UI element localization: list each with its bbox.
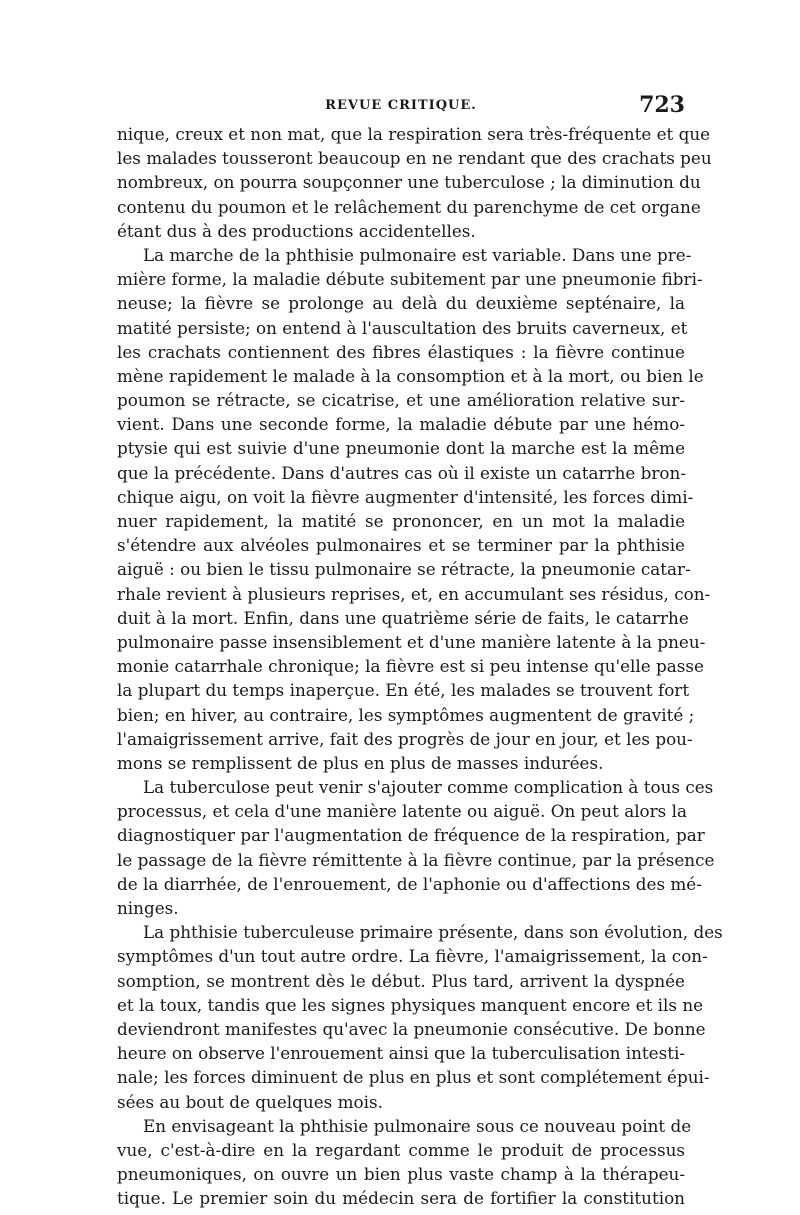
text-line: chique aigu, on voit la fièvre augmenter d'intensité, les forces dimi-	[117, 486, 694, 507]
text-line: mène rapidement le malade à la consomption et à la mort, ou bien le	[117, 365, 704, 386]
text-line: La phthisie tuberculeuse primaire présente, dans son évolution, des	[143, 922, 723, 943]
text-line: mière forme, la maladie débute subitement par une pneumonie fibri-	[117, 269, 703, 290]
text-line: bien; en hiver, au contraire, les symptômes augmentent de gravité ;	[117, 704, 695, 725]
text-line: La tuberculose peut venir s'ajouter comme complication à tous ces	[143, 777, 714, 798]
text-line: nique, creux et non mat, que la respiration sera très-fréquente et que	[117, 124, 711, 144]
text-line: poumon se rétracte, se cicatrise, et une amélioration relative sur-	[117, 390, 685, 411]
text-line: les crachats contiennent des fibres élastiques : la fièvre continue	[117, 341, 685, 362]
text-line: duit à la mort. Enfin, dans une quatrième série de faits, le catarrhe	[117, 607, 689, 628]
text-line: sées au bout de quelques mois.	[117, 1091, 383, 1112]
text-line: le passage de la fièvre rémittente à la fièvre continue, par la présence	[117, 849, 715, 870]
text-line: contenu du poumon et le relâchement du parenchyme de cet organe	[117, 196, 701, 217]
text-line: nale; les forces diminuent de plus en plus et sont complétement épui-	[117, 1067, 710, 1088]
book-page	[117, 92, 723, 1210]
text-line: pulmonaire passe insensiblement et d'une manière latente à la pneu-	[117, 631, 706, 652]
text-line: diagnostiquer par l'augmentation de fréquence de la respiration, par	[117, 825, 705, 846]
running-head	[117, 92, 685, 122]
text-line: La marche de la phthisie pulmonaire est variable. Dans une pre-	[143, 244, 692, 265]
text-line: mons se remplissent de plus en plus de masses indurées.	[117, 752, 604, 773]
text-line: l'amaigrissement arrive, fait des progrès de jour en jour, et les pou-	[117, 728, 693, 749]
text-line: aiguë : ou bien le tissu pulmonaire se rétracte, la pneumonie catar-	[117, 559, 691, 580]
text-line: monie catarrhale chronique; la fièvre est si peu intense qu'elle passe	[117, 656, 704, 677]
text-line: nuer rapidement, la matité se prononcer, en un mot la maladie	[117, 511, 685, 531]
text-line: ninges.	[117, 898, 179, 918]
text-line: la plupart du temps inaperçue. En été, les malades se trouvent fort	[117, 680, 690, 701]
text-line: vue, c'est-à-dire en la regardant comme le produit de processus	[117, 1139, 685, 1160]
text-line: nombreux, on pourra soupçonner une tuberculose ; la diminution du	[117, 172, 701, 193]
text-line: les malades tousseront beaucoup en ne rendant que des crachats peu	[117, 148, 712, 169]
text-line: et la toux, tandis que les signes physiques manquent encore et ils ne	[117, 994, 704, 1015]
text-line: s'étendre aux alvéoles pulmonaires et se terminer par la phthisie	[117, 535, 685, 556]
text-line: matité persiste; on entend à l'auscultation des bruits caverneux, et	[117, 317, 688, 338]
text-line: ptysie qui est suivie d'une pneumonie dont la marche est la même	[117, 438, 685, 459]
running-title: REVUE CRITIQUE.	[325, 98, 477, 113]
text-line: étant dus à des productions accidentelles.	[117, 220, 476, 241]
text-line: neuse; la fièvre se prolonge au delà du deuxième septénaire, la	[117, 293, 685, 314]
text-line: somption, se montrent dès le début. Plus tard, arrivent la dyspnée	[117, 970, 685, 991]
text-line: symptômes d'un tout autre ordre. La fièvre, l'amaigrissement, la con-	[117, 946, 708, 967]
text-line: de la diarrhée, de l'enrouement, de l'aphonie ou d'affections des mé-	[117, 873, 702, 894]
text-line: pneumoniques, on ouvre un bien plus vaste champ à la thérapeu-	[117, 1164, 685, 1185]
text-line: processus, et cela d'une manière latente ou aiguë. On peut alors la	[117, 801, 688, 822]
text-line: tique. Le premier soin du médecin sera de fortifier la constitution	[117, 1188, 685, 1209]
body-text	[117, 122, 723, 1210]
page-number: 723	[639, 92, 685, 118]
text-line: vient. Dans une seconde forme, la maladie débute par une hémo-	[117, 414, 685, 435]
text-line: En envisageant la phthisie pulmonaire sous ce nouveau point de	[143, 1115, 692, 1136]
text-line: deviendront manifestes qu'avec la pneumonie consécutive. De bonne	[117, 1018, 706, 1039]
text-line: que la précédente. Dans d'autres cas où il existe un catarrhe bron-	[117, 462, 687, 483]
text-line: heure on observe l'enrouement ainsi que la tuberculisation intesti-	[117, 1043, 685, 1064]
text-line: rhale revient à plusieurs reprises, et, en accumulant ses résidus, con-	[117, 583, 711, 604]
